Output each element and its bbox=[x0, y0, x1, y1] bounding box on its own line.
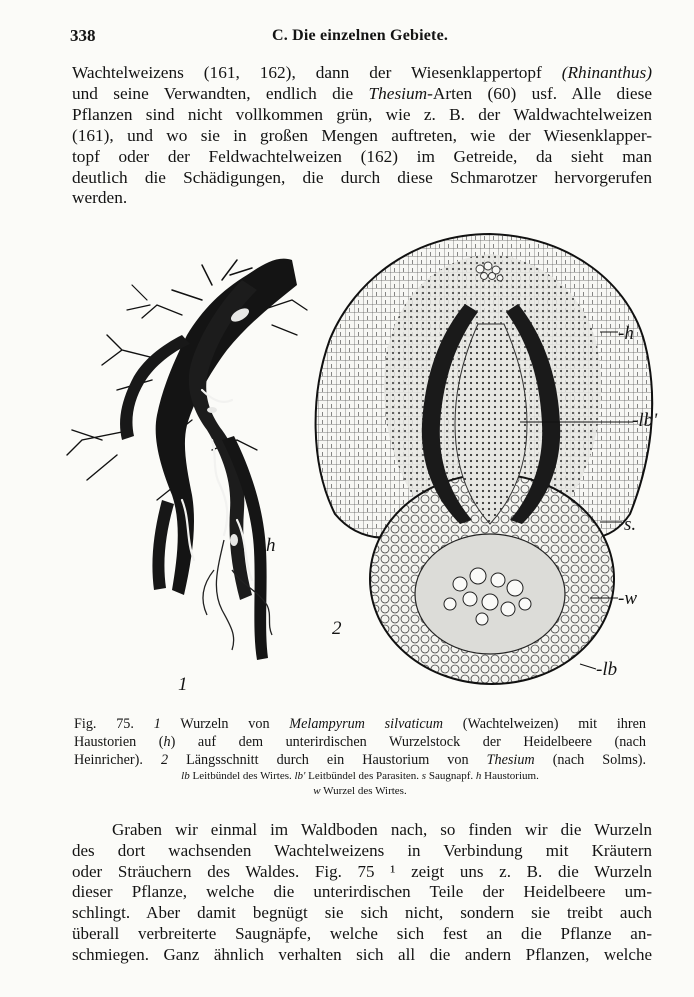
figure-1-roots-illustration bbox=[62, 240, 312, 710]
text-line: werden. bbox=[72, 188, 128, 208]
text-line: schmiegen. Ganz ähnlich verhalten sich all die andern Pflanzen, welche bbox=[72, 944, 652, 964]
text-line: schlingt. Aber damit begnügt sie sich nicht, sondern sie treibt auch bbox=[72, 903, 652, 923]
paragraph-bottom bbox=[72, 820, 652, 966]
text-line: Wachtelweizens (161, 162), dann der Wiesenklappertopf (Rhinanthus) bbox=[72, 63, 652, 82]
caption-legend: lb Leitbündel des Wirtes. lb' Leitbündel des Parasiten. s Saugnapf. h Haustorium. bbox=[181, 770, 539, 782]
paragraph-top bbox=[72, 63, 652, 209]
figure-number-2: 2 bbox=[332, 618, 342, 639]
figure-label-haustorium: -h bbox=[618, 323, 634, 344]
figure-2-haustorium-section bbox=[300, 224, 680, 694]
caption-legend: w Wurzel des Wirtes. bbox=[313, 785, 407, 797]
page-number: 338 bbox=[70, 26, 96, 45]
figure-caption bbox=[74, 715, 646, 799]
figure-label-haustoria: h bbox=[266, 535, 276, 556]
text-line: Graben wir einmal im Waldboden nach, so finden wir die Wurzeln bbox=[112, 820, 652, 839]
text-line: überall verbreiterte Saugnäpfe, welche sich fest an die Pflanze an- bbox=[72, 923, 652, 943]
caption-line: Haustorien (h) auf dem unterirdischen Wurzelstock der Heidelbeere (nach bbox=[74, 734, 646, 750]
figure-number-1: 1 bbox=[178, 674, 188, 695]
figure-label-parasite-bundle: -lb' bbox=[632, 410, 658, 431]
text-line: (161), und wo sie in großen Mengen auftreten, wie der Wiesenklapper- bbox=[72, 125, 652, 145]
figure-label-host-bundle: -lb bbox=[596, 659, 618, 680]
caption-line: Fig. 75. 1 Wurzeln von Melampyrum silvaticum (Wachtelweizen) mit ihren bbox=[74, 716, 646, 732]
running-head: C. Die einzelnen Gebiete. bbox=[272, 27, 449, 44]
text-line: dieser Pflanze, welche die unterirdischen Teile der Heidelbeere um- bbox=[72, 882, 652, 902]
text-line: des dort wachsenden Wachtelweizens in Verbindung mit Kräutern bbox=[72, 840, 652, 860]
text-line: topf oder der Feldwachtelweizen (162) im Getreide, da sieht man bbox=[72, 146, 652, 166]
figure-label-suction-cup: s. bbox=[624, 514, 637, 535]
text-line: deutlich die Schädigungen, die durch diese Schmarotzer hervorgerufen bbox=[72, 167, 652, 187]
figure-label-host-root: -w bbox=[618, 588, 637, 609]
text-line: oder Sträuchern des Waldes. Fig. 75 ¹ zeigt uns z. B. die Wurzeln bbox=[72, 861, 652, 881]
text-line: und seine Verwandten, endlich die Thesium-Arten (60) usf. Alle diese bbox=[72, 83, 652, 103]
text-line: Pflanzen sind nicht vollkommen grün, wie z. B. der Waldwachtelweizen bbox=[72, 104, 652, 124]
caption-line: Heinricher). 2 Längsschnitt durch ein Haustorium von Thesium (nach Solms). bbox=[74, 752, 646, 768]
